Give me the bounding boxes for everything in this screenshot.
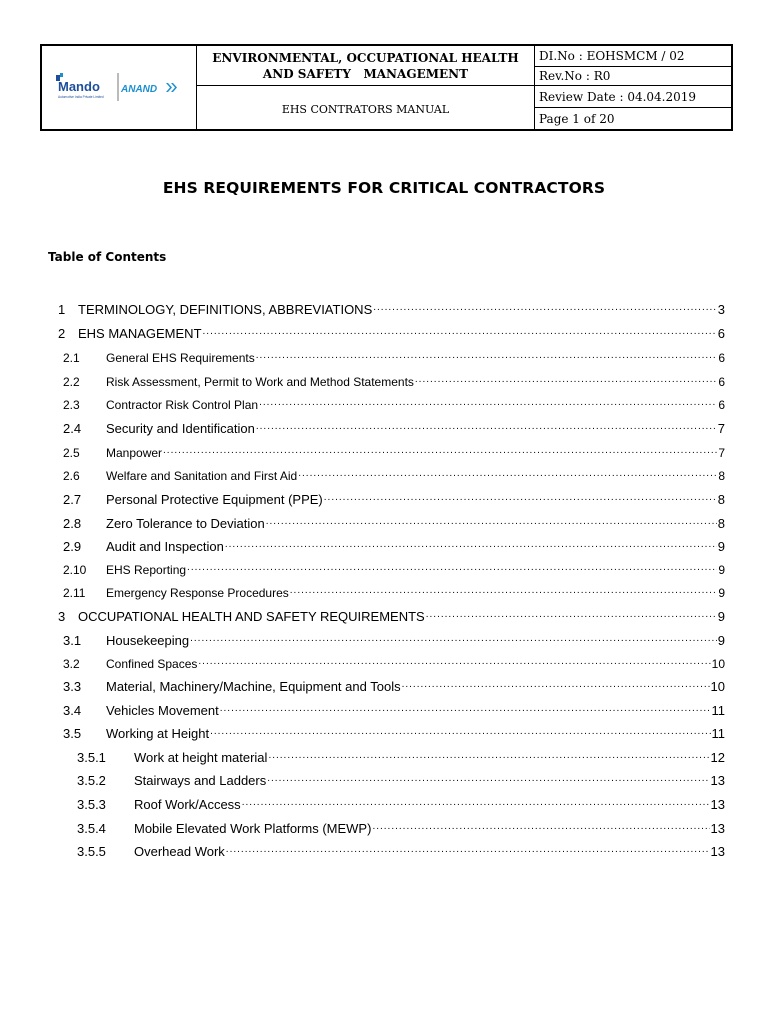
toc-entry-title: Risk Assessment, Permit to Work and Method Statements	[106, 375, 414, 389]
toc-entry-number: 2	[58, 326, 66, 341]
toc-entry-title: Zero Tolerance to Deviation	[106, 516, 265, 531]
toc-entry[interactable]	[63, 560, 725, 578]
toc-entry[interactable]	[63, 419, 725, 437]
header-meta-cell	[535, 46, 731, 129]
toc-entry-title: Manpower	[106, 446, 163, 460]
review-date: Review Date : 04.04.2019	[535, 85, 731, 107]
toc-entry-number: 2.1	[63, 351, 80, 365]
svg-text:Mando: Mando	[58, 78, 100, 94]
toc-entry[interactable]	[63, 443, 725, 461]
toc-dot-leader	[372, 819, 709, 835]
toc-entry-page: 13	[710, 844, 725, 859]
toc-entry-number: 2.3	[63, 398, 80, 412]
toc-entry-title: Security and Identification	[106, 421, 255, 436]
toc-entry-title: Welfare and Sanitation and First Aid	[106, 469, 298, 483]
toc-dot-leader	[373, 300, 717, 316]
toc-dot-leader	[259, 395, 717, 411]
toc-entry-number: 2.7	[63, 492, 82, 507]
toc-dot-leader	[225, 537, 717, 553]
toc-entry-title: Working at Height	[106, 726, 210, 741]
toc-entry[interactable]	[63, 514, 725, 532]
toc-entry-page: 7	[717, 421, 725, 436]
toc-dot-leader	[298, 466, 717, 482]
toc-dot-leader	[190, 631, 717, 647]
toc-dot-leader	[198, 654, 710, 670]
toc-entry[interactable]	[63, 724, 725, 742]
header-title-line2: AND SAFETY MANAGEMENT	[262, 67, 469, 81]
toc-entry-number: 2.6	[63, 469, 80, 483]
toc-dot-leader	[290, 583, 718, 599]
toc-entry-page: 11	[711, 703, 725, 718]
toc-heading: Table of Contents	[48, 250, 167, 264]
toc-entry-title: Roof Work/Access	[134, 797, 241, 812]
toc-entry-number: 2.8	[63, 516, 82, 531]
toc-entry-number: 3.5.5	[77, 844, 106, 859]
toc-entry-page: 10	[710, 679, 725, 694]
toc-entry-title: Contractor Risk Control Plan	[106, 398, 259, 412]
toc-entry-number: 2.5	[63, 446, 80, 460]
toc-entry-title: Stairways and Ladders	[134, 773, 267, 788]
toc-entry[interactable]	[77, 771, 725, 789]
document-header	[40, 44, 733, 131]
toc-entry-title: EHS Reporting	[106, 563, 187, 577]
toc-dot-leader	[256, 419, 717, 435]
toc-entry-number: 3.5.3	[77, 797, 106, 812]
header-title-line1: ENVIRONMENTAL, OCCUPATIONAL HEALTH	[212, 51, 519, 65]
toc-entry-number: 1	[58, 302, 66, 317]
toc-entry-title: General EHS Requirements	[106, 351, 255, 365]
toc-entry[interactable]	[77, 842, 725, 860]
toc-entry[interactable]	[63, 395, 725, 413]
toc-entry-page: 6	[718, 351, 725, 365]
toc-entry-page: 6	[718, 375, 725, 389]
document-title: EHS REQUIREMENTS FOR CRITICAL CONTRACTORS	[162, 179, 606, 197]
toc-entry[interactable]	[63, 583, 725, 601]
toc-dot-leader	[242, 795, 710, 811]
toc-entry[interactable]	[63, 701, 725, 719]
toc-entry[interactable]	[58, 607, 725, 625]
toc-dot-leader	[415, 372, 717, 388]
toc-entry[interactable]	[77, 795, 725, 813]
toc-entry-number: 2.11	[63, 586, 86, 600]
header-title	[197, 46, 534, 86]
toc-entry-title: Material, Machinery/Machine, Equipment and Tools	[106, 679, 401, 694]
toc-dot-leader	[266, 514, 717, 530]
toc-entry-number: 3.5.2	[77, 773, 106, 788]
toc-entry-page: 11	[711, 726, 725, 741]
toc-entry-title: Personal Protective Equipment (PPE)	[106, 492, 323, 507]
toc-entry-page: 3	[717, 302, 725, 317]
toc-entry-number: 3.5.4	[77, 821, 106, 836]
toc-entry[interactable]	[77, 748, 725, 766]
toc-entry[interactable]	[63, 631, 725, 649]
toc-entry-page: 13	[710, 773, 725, 788]
toc-dot-leader	[324, 490, 717, 506]
toc-entry[interactable]	[63, 466, 725, 484]
toc-entry-page: 9	[718, 563, 725, 577]
toc-entry-page: 9	[718, 586, 725, 600]
toc-entry[interactable]	[58, 324, 725, 342]
toc-dot-leader	[268, 748, 709, 764]
toc-entry-number: 3.5.1	[77, 750, 106, 765]
toc-entry-number: 2.10	[63, 563, 87, 577]
toc-dot-leader	[402, 677, 710, 693]
toc-entry-title: Mobile Elevated Work Platforms (MEWP)	[134, 821, 372, 836]
toc-dot-leader	[210, 724, 710, 740]
toc-entry-page: 8	[718, 469, 725, 483]
toc-dot-leader	[220, 701, 711, 717]
company-logos	[42, 46, 197, 129]
toc-entry-number: 2.4	[63, 421, 82, 436]
toc-entry-title: EHS MANAGEMENT	[78, 326, 202, 341]
toc-entry-number: 2.9	[63, 539, 82, 554]
toc-dot-leader	[203, 324, 717, 340]
toc-entry-page: 13	[710, 821, 725, 836]
toc-entry-number: 3.2	[63, 657, 80, 671]
toc-entry[interactable]	[63, 654, 725, 672]
toc-entry-title: TERMINOLOGY, DEFINITIONS, ABBREVIATIONS	[78, 302, 373, 317]
toc-dot-leader	[187, 560, 717, 576]
toc-entry[interactable]	[63, 372, 725, 390]
mando-anand-logo	[54, 71, 184, 105]
toc-entry-page: 13	[710, 797, 725, 812]
toc-entry-title: Vehicles Movement	[106, 703, 219, 718]
toc-entry-page: 8	[717, 516, 725, 531]
toc-entry-number: 2.2	[63, 375, 80, 389]
toc-entry-page: 6	[717, 326, 725, 341]
toc-entry[interactable]	[77, 819, 725, 837]
toc-dot-leader	[226, 842, 710, 858]
toc-entry-page: 9	[717, 633, 725, 648]
toc-dot-leader	[163, 443, 717, 459]
toc-entry-number: 3.4	[63, 703, 82, 718]
toc-entry-title: Overhead Work	[134, 844, 225, 859]
toc-entry-page: 8	[717, 492, 725, 507]
toc-entry-title: Audit and Inspection	[106, 539, 224, 554]
toc-entry-page: 12	[710, 750, 725, 765]
header-subtitle: EHS CONTRATORS MANUAL	[281, 103, 450, 116]
header-title-cell	[197, 46, 535, 129]
toc-entry-page: 9	[717, 609, 725, 624]
toc-entry-title: Confined Spaces	[106, 657, 198, 671]
toc-dot-leader	[426, 607, 717, 623]
toc-entry-number: 3.3	[63, 679, 82, 694]
toc-dot-leader	[267, 771, 709, 787]
page-number: Page 1 of 20	[535, 107, 731, 129]
toc-entry[interactable]	[63, 537, 725, 555]
svg-text:Automotive India Private Limit: Automotive India Private Limited	[58, 94, 104, 99]
revision-number: Rev.No : R0	[535, 66, 731, 85]
toc-entry-title: Work at height material	[134, 750, 268, 765]
doc-number: DI.No : EOHSMCM / 02	[539, 49, 685, 63]
toc-entry-page: 6	[718, 398, 725, 412]
svg-text:ANAND: ANAND	[121, 83, 158, 95]
toc-entry-title: Housekeeping	[106, 633, 190, 648]
toc-entry[interactable]	[63, 490, 725, 508]
toc-dot-leader	[256, 348, 718, 364]
toc-entry-number: 3.5	[63, 726, 82, 741]
toc-entry[interactable]	[63, 348, 725, 366]
toc-entry[interactable]	[63, 677, 725, 695]
toc-entry-number: 3.1	[63, 633, 82, 648]
toc-entry-page: 9	[717, 539, 725, 554]
toc-entry-page: 10	[711, 657, 725, 671]
toc-entry-page: 7	[718, 446, 725, 460]
toc-entry[interactable]	[58, 300, 725, 318]
toc-entry-number: 3	[58, 609, 66, 624]
toc-entry-title: OCCUPATIONAL HEALTH AND SAFETY REQUIREMENTS	[78, 609, 425, 624]
toc-entry-title: Emergency Response Procedures	[106, 586, 289, 600]
